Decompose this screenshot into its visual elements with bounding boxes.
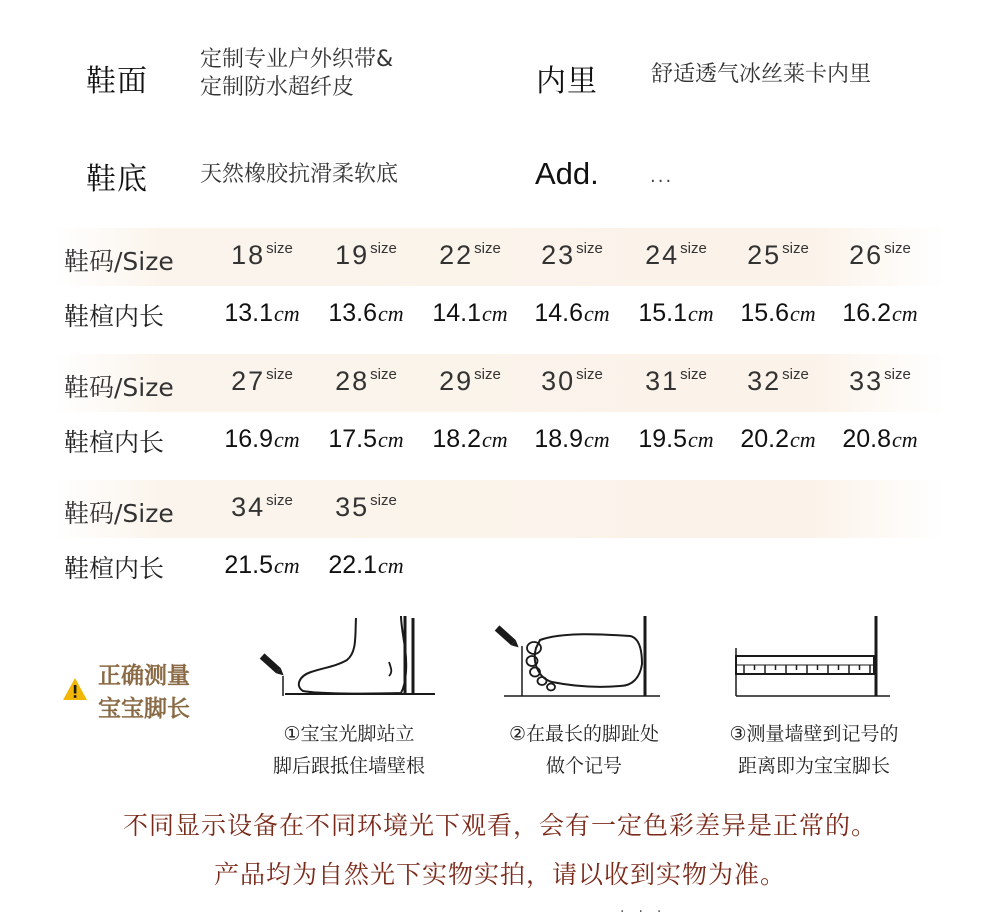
size-cell <box>828 366 932 397</box>
length-unit: cm <box>892 427 918 452</box>
length-cell <box>726 299 830 328</box>
size-suffix: size <box>680 240 707 257</box>
length-value: 19.5 <box>638 425 687 453</box>
length-cell <box>520 299 624 328</box>
step1-foot-side-illustration <box>255 612 445 704</box>
size-value: 30 <box>541 366 576 396</box>
toe <box>527 642 541 654</box>
size-row-label: 鞋码/Size <box>64 247 174 276</box>
warning-icon <box>62 677 88 705</box>
length-cell <box>624 425 728 454</box>
step1-caption <box>229 718 469 782</box>
length-unit: cm <box>378 301 404 326</box>
toe <box>538 677 547 685</box>
lining-title: 内里 <box>536 64 598 99</box>
decorative-dots: ··· <box>620 904 676 920</box>
length-cell <box>828 425 932 454</box>
sole-title: 鞋底 <box>86 162 148 197</box>
guide-title-line-2: 宝宝脚长 <box>98 696 190 722</box>
size-value: 29 <box>439 366 474 396</box>
upper-value-line-1: 定制专业户外织带& <box>200 47 394 72</box>
length-unit: cm <box>482 301 508 326</box>
length-cell <box>314 425 418 454</box>
size-row-label: 鞋码/Size <box>64 499 174 528</box>
length-cell <box>210 299 314 328</box>
length-value: 18.9 <box>534 425 583 453</box>
size-value: 23 <box>541 240 576 270</box>
size-suffix: size <box>370 240 397 257</box>
length-unit: cm <box>378 427 404 452</box>
size-cell <box>314 492 418 523</box>
size-cell <box>624 240 728 271</box>
length-cell <box>314 551 418 580</box>
size-row-band <box>54 480 946 538</box>
length-row-label: 鞋楦内长 <box>64 428 165 457</box>
length-row-label: 鞋楦内长 <box>64 302 165 331</box>
length-unit: cm <box>790 301 816 326</box>
length-cell <box>418 299 522 328</box>
length-value: 13.1 <box>224 299 273 327</box>
size-suffix: size <box>782 366 809 383</box>
disclaimer-line-2: 产品均为自然光下实物实拍，请以收到实物为准。 <box>213 860 786 889</box>
size-cell <box>520 240 624 271</box>
size-suffix: size <box>266 366 293 383</box>
step1-caption-line-1: ①宝宝光脚站立 <box>283 723 415 745</box>
length-value: 16.9 <box>224 425 273 453</box>
lining-value: 舒适透气冰丝莱卡内里 <box>651 62 872 87</box>
length-unit: cm <box>790 427 816 452</box>
step2-caption-line-1: ②在最长的脚趾处 <box>508 723 660 745</box>
size-cell <box>314 240 418 271</box>
length-cell <box>520 425 624 454</box>
length-unit: cm <box>378 553 404 578</box>
length-cell <box>624 299 728 328</box>
size-suffix: size <box>370 366 397 383</box>
size-cell <box>418 240 522 271</box>
size-suffix: size <box>884 240 911 257</box>
length-unit: cm <box>688 301 714 326</box>
length-value: 21.5 <box>224 551 273 579</box>
size-cell <box>210 492 314 523</box>
length-unit: cm <box>274 427 300 452</box>
length-unit: cm <box>482 427 508 452</box>
step2-caption <box>464 718 704 782</box>
size-suffix: size <box>370 492 397 509</box>
size-value: 31 <box>645 366 680 396</box>
upper-value <box>200 46 393 102</box>
step2-foot-top-illustration <box>492 612 672 704</box>
foot-outline <box>299 616 406 694</box>
size-cell <box>726 240 830 271</box>
length-value: 14.6 <box>534 299 583 327</box>
add-value: ... <box>650 166 674 187</box>
size-value: 27 <box>231 366 266 396</box>
length-unit: cm <box>584 427 610 452</box>
length-value: 22.1 <box>328 551 377 579</box>
size-value: 25 <box>747 240 782 270</box>
size-cell <box>726 366 830 397</box>
size-value: 24 <box>645 240 680 270</box>
size-value: 28 <box>335 366 370 396</box>
length-cell <box>210 425 314 454</box>
size-value: 19 <box>335 240 370 270</box>
size-row-label: 鞋码/Size <box>64 373 174 402</box>
toe <box>547 684 555 691</box>
length-value: 13.6 <box>328 299 377 327</box>
size-suffix: size <box>474 240 501 257</box>
disclaimer-line-1: 不同显示设备在不同环境光下观看，会有一定色彩差异是正常的。 <box>122 811 877 840</box>
sole-value: 天然橡胶抗滑柔软底 <box>200 162 399 187</box>
length-value: 16.2 <box>842 299 891 327</box>
length-unit: cm <box>688 427 714 452</box>
size-value: 33 <box>849 366 884 396</box>
length-value: 15.6 <box>740 299 789 327</box>
upper-title: 鞋面 <box>86 64 148 99</box>
size-suffix: size <box>576 240 603 257</box>
length-row-label: 鞋楦内长 <box>64 554 165 583</box>
length-cell <box>418 425 522 454</box>
size-value: 26 <box>849 240 884 270</box>
length-value: 20.8 <box>842 425 891 453</box>
pencil-icon <box>495 625 521 650</box>
size-cell <box>624 366 728 397</box>
length-unit: cm <box>892 301 918 326</box>
length-unit: cm <box>274 301 300 326</box>
size-suffix: size <box>266 240 293 257</box>
size-value: 22 <box>439 240 474 270</box>
length-cell <box>210 551 314 580</box>
length-value: 20.2 <box>740 425 789 453</box>
step2-caption-line-2: 做个记号 <box>545 755 622 777</box>
size-value: 32 <box>747 366 782 396</box>
length-cell <box>314 299 418 328</box>
upper-value-line-2: 定制防水超纤皮 <box>200 75 355 100</box>
length-unit: cm <box>584 301 610 326</box>
step3-caption-line-1: ③测量墙壁到记号的 <box>729 723 899 745</box>
step3-ruler-illustration <box>730 612 900 704</box>
size-cell <box>520 366 624 397</box>
size-cell <box>418 366 522 397</box>
step3-caption <box>694 718 934 782</box>
foot-outline <box>535 634 642 687</box>
size-suffix: size <box>782 240 809 257</box>
size-suffix: size <box>680 366 707 383</box>
step1-caption-line-2: 脚后跟抵住墙壁根 <box>272 755 425 777</box>
length-value: 17.5 <box>328 425 377 453</box>
size-value: 18 <box>231 240 266 270</box>
size-cell <box>210 366 314 397</box>
length-cell <box>828 299 932 328</box>
length-unit: cm <box>274 553 300 578</box>
guide-title <box>98 660 190 726</box>
size-suffix: size <box>474 366 501 383</box>
size-cell <box>210 240 314 271</box>
guide-title-line-1: 正确测量 <box>98 663 190 689</box>
size-suffix: size <box>576 366 603 383</box>
size-value: 34 <box>231 492 266 522</box>
size-cell <box>828 240 932 271</box>
add-title: Add. <box>535 156 599 191</box>
length-value: 15.1 <box>638 299 687 327</box>
size-suffix: size <box>266 492 293 509</box>
length-value: 14.1 <box>432 299 481 327</box>
pencil-icon <box>260 653 286 678</box>
size-value: 35 <box>335 492 370 522</box>
length-value: 18.2 <box>432 425 481 453</box>
length-cell <box>726 425 830 454</box>
size-suffix: size <box>884 366 911 383</box>
step3-caption-line-2: 距离即为宝宝脚长 <box>737 755 890 777</box>
size-cell <box>314 366 418 397</box>
